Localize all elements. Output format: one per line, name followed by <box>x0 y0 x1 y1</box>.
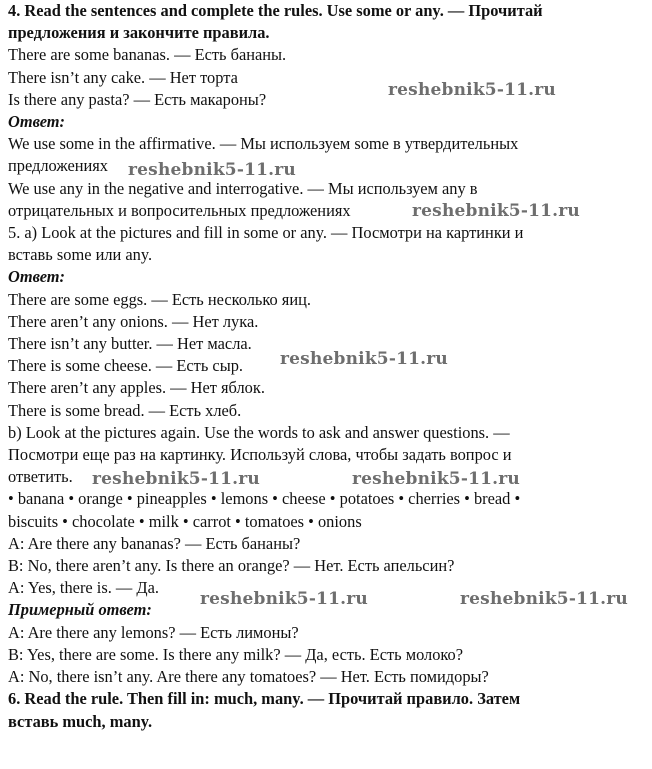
ex5a-answer-line: There is some bread. — Есть хлеб. <box>8 400 242 420</box>
exercise-4-title: 4. Read the sentences and complete the rules. Use some or any. — Прочитай <box>8 1 543 20</box>
ex4-sentence-2: There isn’t any cake. — Нет торта <box>8 67 238 87</box>
ex5b-dialogue-line: B: No, there aren’t any. Is there an orange? — Нет. Есть апельсин? <box>8 556 455 576</box>
watermark: reshebnik5-11.ru <box>200 589 368 609</box>
ex5a-answer-line: There aren’t any apples. — Нет яблок. <box>8 378 265 398</box>
ex5a-answer-line: There are some eggs. — Есть несколько яиц. <box>8 289 311 309</box>
exercise-5b-question-cont: Посмотри еще раз на картинку. Используй слова, чтобы задать вопрос и <box>8 445 512 465</box>
ex5b-sample-label: Примерный ответ: <box>8 600 152 620</box>
ex5a-answer-label: Ответ: <box>8 267 65 287</box>
ex5b-word-list-cont: biscuits • chocolate • milk • carrot • tomatoes • onions <box>8 511 362 531</box>
exercise-6-title: 6. Read the rule. Then fill in: much, many. — Прочитай правило. Затем <box>8 689 521 709</box>
watermark: reshebnik5-11.ru <box>460 589 628 609</box>
watermark: reshebnik5-11.ru <box>280 349 448 369</box>
ex4-answer-1: We use some in the affirmative. — Мы используем some в утвердительных <box>8 134 519 154</box>
ex5b-sample-line: A: No, there isn’t any. Are there any tomatoes? — Нет. Есть помидоры? <box>8 667 489 687</box>
watermark: reshebnik5-11.ru <box>352 469 520 489</box>
watermark: reshebnik5-11.ru <box>128 160 296 180</box>
ex5a-answer-line: There is some cheese. — Есть сыр. <box>8 356 243 376</box>
ex4-answer-label: Ответ: <box>8 112 65 132</box>
ex5b-word-list: • banana • orange • pineapples • lemons • cheese • potatoes • cherries • bread • <box>8 489 521 509</box>
exercise-5b-question: b) Look at the pictures again. Use the words to ask and answer questions. — <box>8 422 510 442</box>
ex5a-answer-line: There aren’t any onions. — Нет лука. <box>8 311 259 331</box>
watermark: reshebnik5-11.ru <box>388 80 556 100</box>
ex5b-dialogue-line: A: Are there any bananas? — Есть бананы? <box>8 533 301 553</box>
exercise-6-title-cont: вставь much, many. <box>8 711 153 731</box>
exercise-5b-question-end: ответить. <box>8 467 73 487</box>
ex5b-sample-line: A: Are there any lemons? — Есть лимоны? <box>8 622 299 642</box>
watermark: reshebnik5-11.ru <box>92 469 260 489</box>
ex4-answer-2: предложениях <box>8 156 108 176</box>
ex4-answer-3: We use any in the negative and interrogative. — Мы используем any в <box>8 178 478 198</box>
ex5a-answer-line: There isn’t any butter. — Нет масла. <box>8 334 252 354</box>
ex4-answer-4: отрицательных и вопросительных предложениях <box>8 200 351 220</box>
exercise-5a-question: 5. а) Look at the pictures and fill in some or any. — Посмотри на картинки и <box>8 223 524 243</box>
watermark: reshebnik5-11.ru <box>412 201 580 221</box>
exercise-5a-question-cont: вставь some или any. <box>8 245 153 265</box>
exercise-4-title-cont: предложения и закончите правила. <box>8 23 270 43</box>
ex4-sentence-3: Is there any pasta? — Есть макароны? <box>8 89 267 109</box>
ex4-sentence-1: There are some bananas. — Есть бананы. <box>8 45 287 65</box>
ex5b-dialogue-line: A: Yes, there is. — Да. <box>8 578 159 598</box>
ex5b-sample-line: B: Yes, there are some. Is there any milk? — Да, есть. Есть молоко? <box>8 644 464 664</box>
